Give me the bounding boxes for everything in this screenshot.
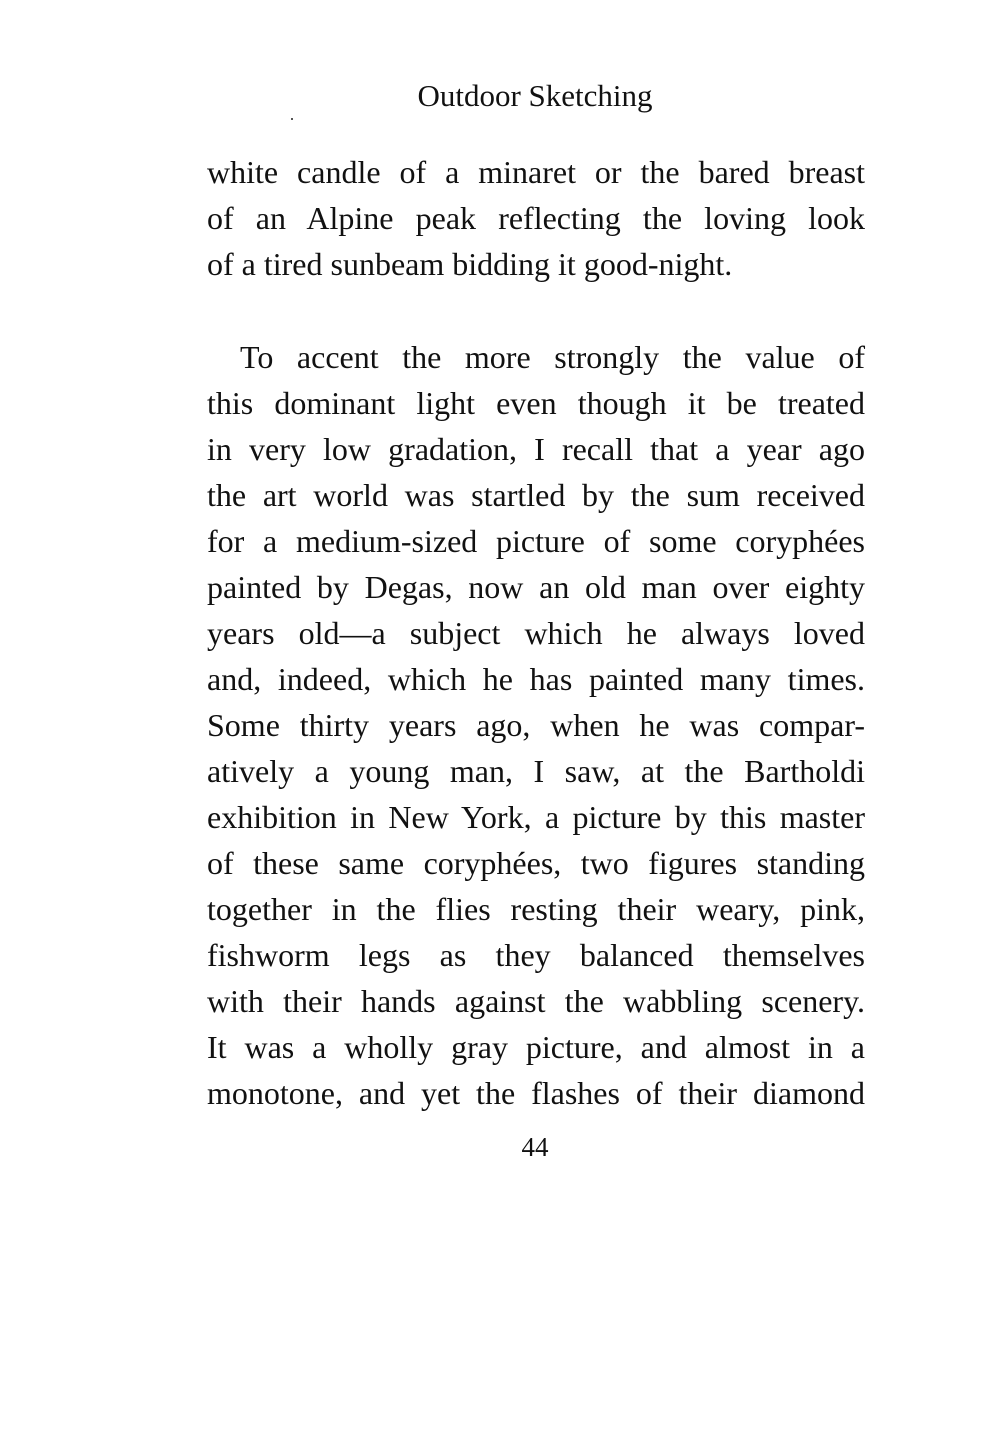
text-line: of these same coryphées, two figures standing — [207, 845, 865, 881]
text-line: this dominant light even though it be treated — [207, 385, 865, 421]
text-line: painted by Degas, now an old man over eighty — [207, 569, 865, 605]
text-line: Some thirty years ago, when he was compar- — [207, 707, 865, 743]
text-line: It was a wholly gray picture, and almost in a — [207, 1029, 865, 1065]
text-line: in very low gradation, I recall that a year ago — [207, 431, 865, 467]
running-header: Outdoor Sketching — [417, 78, 653, 113]
text-line: To accent the more strongly the value of — [240, 339, 865, 375]
paragraph-2 — [207, 334, 865, 1116]
text-line: of an Alpine peak reflecting the loving look — [207, 200, 865, 236]
text-line: for a medium-sized picture of some coryphées — [207, 523, 865, 559]
text-line: together in the flies resting their weary, pink, — [207, 891, 865, 927]
text-line: years old—a subject which he always loved — [207, 615, 865, 651]
text-line: monotone, and yet the flashes of their diamond — [207, 1075, 865, 1111]
page-number: 44 — [521, 1132, 549, 1162]
text-line: atively a young man, I saw, at the Bartholdi — [207, 753, 865, 789]
scan-speck — [291, 118, 293, 120]
text-line: fishworm legs as they balanced themselves — [207, 937, 865, 973]
text-line: white candle of a minaret or the bared breast — [207, 154, 865, 190]
text-line: exhibition in New York, a picture by this master — [207, 799, 865, 835]
paragraph-1 — [207, 149, 865, 287]
text-line: and, indeed, which he has painted many times. — [207, 661, 865, 697]
text-line: of a tired sunbeam bidding it good-night. — [207, 246, 733, 282]
text-line: the art world was startled by the sum received — [207, 477, 865, 513]
text-line: with their hands against the wabbling scenery. — [207, 983, 865, 1019]
